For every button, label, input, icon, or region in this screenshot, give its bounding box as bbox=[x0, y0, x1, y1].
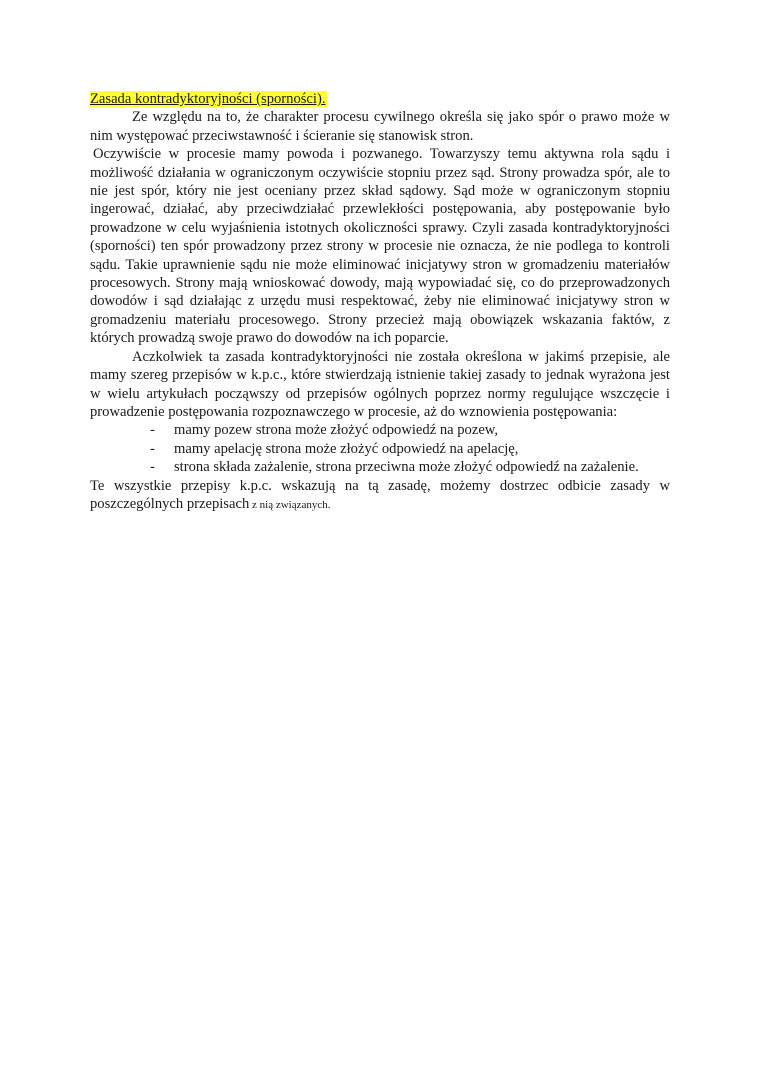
list-item bbox=[90, 421, 670, 439]
document-body bbox=[90, 90, 670, 514]
closing-text: Te wszystkie przepisy k.p.c. wskazują na tą zasadę, możemy dostrzec odbicie zasady w poszczególnych przepisach bbox=[90, 477, 670, 512]
list-marker: - bbox=[150, 459, 155, 476]
paragraph-3: Aczkolwiek ta zasada kontradyktoryjności nie została określona w jakimś przepisie, ale mamy szereg przepisów w k.p.c., które stwierdzają istnienie takiej zasady to jednak wyrażona jest w wielu artykułach począwszy od przepisów ogólnych poprzez normy regulujące wszczęcie i prowadzenie postępowania rozpoznawczego w procesie, aż do wznowienia postępowania: bbox=[90, 348, 670, 420]
list-item-text: strona składa zażalenie, strona przeciwna może złożyć odpowiedź na zażalenie. bbox=[174, 459, 639, 476]
closing-small-text: z nią związanych. bbox=[249, 498, 331, 511]
list-item-text: mamy apelację strona może złożyć odpowiedź na apelację, bbox=[174, 440, 519, 457]
list-marker: - bbox=[150, 440, 155, 457]
document-title: Zasada kontradyktoryjności (sporności). bbox=[90, 91, 326, 107]
closing-paragraph bbox=[90, 477, 670, 515]
list-item bbox=[90, 458, 670, 476]
list-item-text: mamy pozew strona może złożyć odpowiedź na pozew, bbox=[174, 422, 499, 439]
paragraph-1: Ze względu na to, że charakter procesu cywilnego określa się jako spór o prawo może w nim występować przeciwstawność i ścieranie się stanowisk stron. bbox=[90, 109, 670, 144]
dash-list bbox=[90, 421, 670, 476]
paragraph-2: Oczywiście w procesie mamy powoda i pozwanego. Towarzyszy temu aktywna rola sądu i możliwość działania w ograniczonym oczywiście stopniu przez sąd. Strony prowadza spór, ale to nie jest spór, który nie jest oceniany przez skład sądowy. Sąd może w ograniczonym stopniu ingerować, działać, aby przeciwdziałać przewlekłości postępowania, aby postępowanie było prowadzone w celu wyjaśnienia istotnych okoliczności sprawy. Czyli zasada kontradyktoryjności (sporności) ten spór prowadzony przez strony w procesie nie oznacza, że nie podlega to kontroli sądu. Takie uprawnienie sądu nie może eliminować inicjatywy stron w gromadzeniu materiałów procesowych. Strony mają wnioskować dowody, mają wypowiadać się, co do przeprowadzonych dowodów i sąd działając z urzędu musi respektować, żeby nie eliminować inicjatywy stron w gromadzeniu materiału procesowego. Strony przecież mają obowiązek wskazania faktów, z których prowadzą swoje prawo do dowodów na ich poparcie. bbox=[90, 146, 670, 347]
list-item bbox=[90, 440, 670, 458]
title-line bbox=[90, 90, 670, 108]
list-marker: - bbox=[150, 422, 155, 439]
